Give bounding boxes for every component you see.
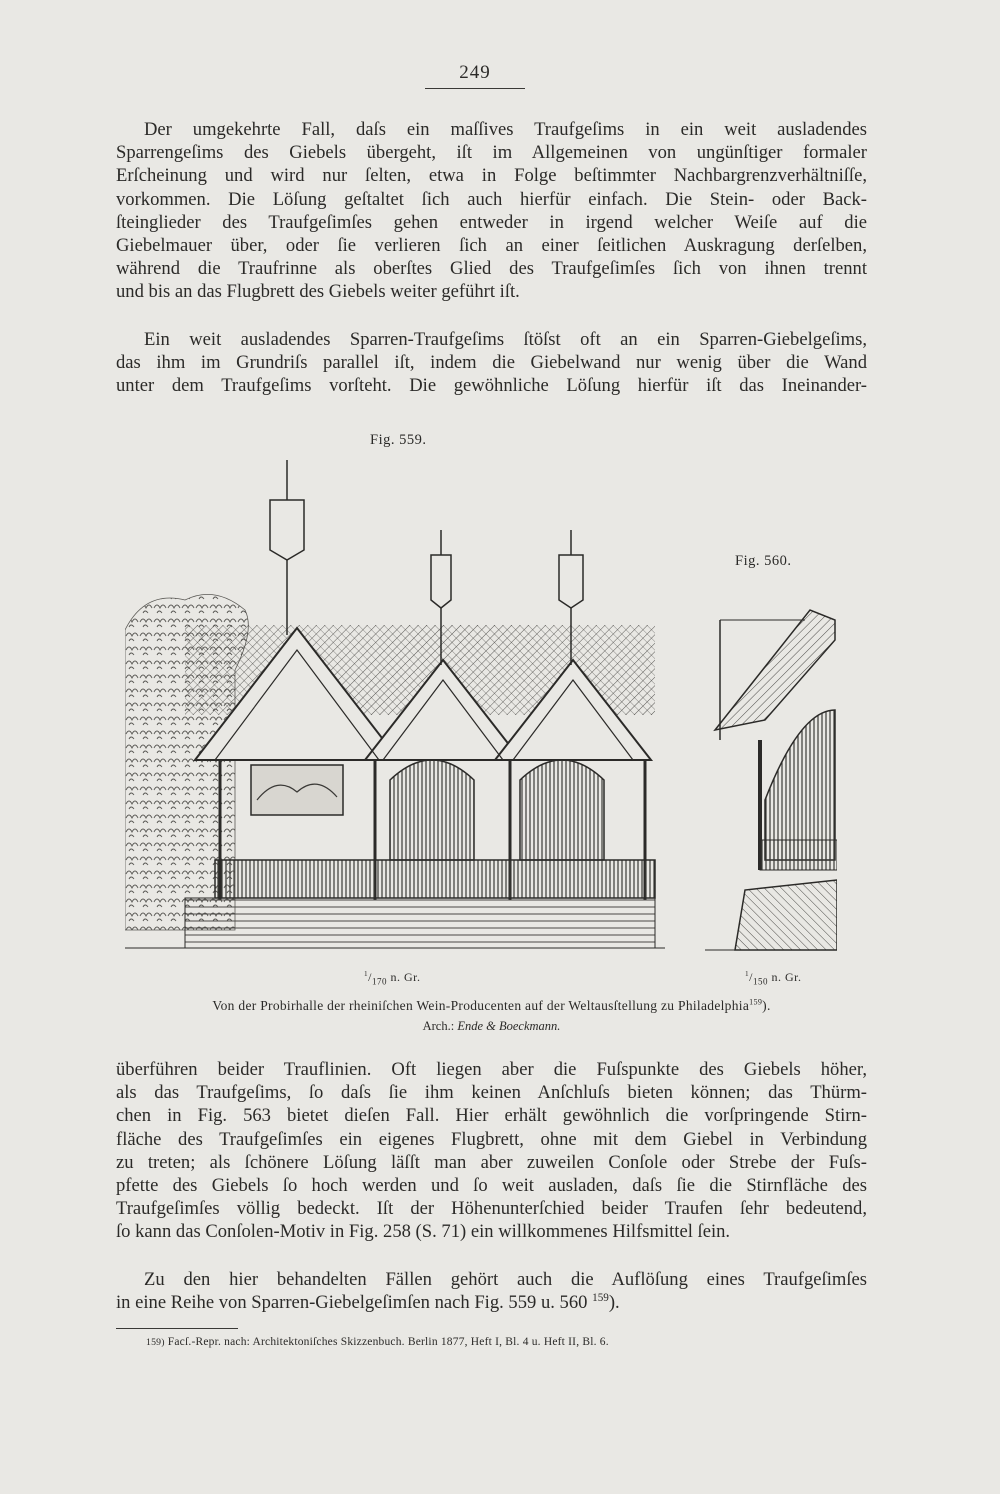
text-line: Sparrengeſims des Giebels übergeht, iſt im Allgemeinen von ungünſtiger formaler [116, 142, 867, 164]
text-line: pfette des Giebels ſo hoch werden und ſo weit ausladen, daſs ſie die Stirnfläche des [116, 1175, 867, 1197]
text-line: unter dem Traufgeſims vorſteht. Die gewöhnliche Löſung hierfür iſt das Ineinander- [116, 375, 867, 397]
figure-architects: Arch.: Ende & Boeckmann. [422, 1019, 561, 1033]
footnote-rule [116, 1328, 238, 1329]
fig-560-label: Fig. 560. [735, 553, 792, 569]
paragraph-3 [116, 1058, 867, 1244]
text-line: in eine Reihe von Sparren-Giebelgeſimſen nach Fig. 559 u. 560 $^{159}$). [116, 1292, 620, 1314]
fig-560-illustration [705, 600, 837, 956]
paragraph-1 [116, 118, 867, 304]
footnote-text: Facſ.-Repr. nach: Architektoniſches Skizzenbuch. Berlin 1877, Heft I, Bl. 4 u. Heft II, Bl. 6. [167, 1336, 609, 1348]
fig-559-illustration [125, 460, 665, 956]
text-line: Der umgekehrte Fall, daſs ein maſſives Traufgeſims in ein weit ausladendes [144, 119, 867, 140]
text-line: als das Traufgeſims, ſo daſs ſie ihm keinen Anſchluſs bieten können; das Thürm- [116, 1082, 867, 1104]
fig-560-scale: $^1/_{150}$ n. Gr. [745, 970, 802, 987]
text-line: chen in Fig. 563 bietet dieſen Fall. Hier erhält gewöhnlich die vorſpringende Stirn- [116, 1105, 867, 1127]
page-number-rule [425, 88, 525, 89]
text-line: überführen beider Trauflinien. Oft liegen aber die Fuſspunkte des Giebels höher, [116, 1059, 867, 1080]
text-line: Traufgeſimſes völlig bedeckt. Iſt der Höhenunterſchied beider Traufen ſehr bedeutend, [116, 1198, 867, 1220]
text-line: und bis an das Flugbrett des Giebels weiter geführt iſt. [116, 281, 520, 303]
text-line: das ihm im Grundriſs parallel iſt, indem die Giebelwand nur wenig über die Wand [116, 352, 867, 374]
balustrade [215, 860, 655, 898]
text-line: ſteinglieder des Traufgeſimſes gehen entweder in irgend welcher Weiſe auf die [116, 211, 867, 233]
section-roof [715, 610, 835, 730]
section-base [735, 880, 837, 950]
fig-559-label: Fig. 559. [370, 432, 427, 448]
fig-559-scale: $^1/_{170}$ n. Gr. [364, 970, 421, 987]
text-line: Erſcheinung und wird nur ſelten, etwa in Folge beſtimmter Nachbargrenzverhältniſſe, [116, 165, 867, 187]
steps [185, 898, 655, 948]
text-line: zu treten; als ſchönere Löſung läſſt man aber zuweilen Conſole oder Strebe der Fuſs- [116, 1151, 867, 1173]
text-line: Ein weit ausladendes Sparren-Traufgeſims ſtöſst oft an ein Sparren-Giebelgeſims, [144, 329, 867, 350]
paragraph-2 [116, 328, 867, 398]
text-line: vorkommen. Die Löſung geſtaltet ſich auch hierfür einfach. Die Stein- oder Back- [116, 188, 867, 210]
figure-caption: Von der Probirhalle der rheiniſchen Wein-Producenten auf der Weltausſtellung zu Philadelphia$^{159}$). [212, 997, 771, 1013]
text-line: fläche des Traufgeſimſes ein eigenes Flugbrett, ohne mit dem Giebel in Verbindung [116, 1128, 867, 1150]
page-number: 249 [459, 62, 491, 83]
text-line: Giebelmauer über, oder ſie verlieren ſich an einer ſeitlichen Auskragung derſelben, [116, 235, 867, 257]
text-line: Zu den hier behandelten Fällen gehört auch die Auflöſung eines Traufgeſimſes [144, 1269, 867, 1290]
paragraph-4 [116, 1268, 867, 1314]
footnote [146, 1336, 609, 1348]
footnote-marker: 159) [146, 1337, 165, 1348]
text-line: ſo kann das Conſolen-Motiv in Fig. 258 (S. 71) ein willkommenes Hilfsmittel ſein. [116, 1221, 731, 1243]
arcade [390, 760, 604, 860]
text-line: während die Traufrinne als oberſtes Glied des Traufgeſimſes ſich von ihnen trennt [116, 258, 867, 280]
